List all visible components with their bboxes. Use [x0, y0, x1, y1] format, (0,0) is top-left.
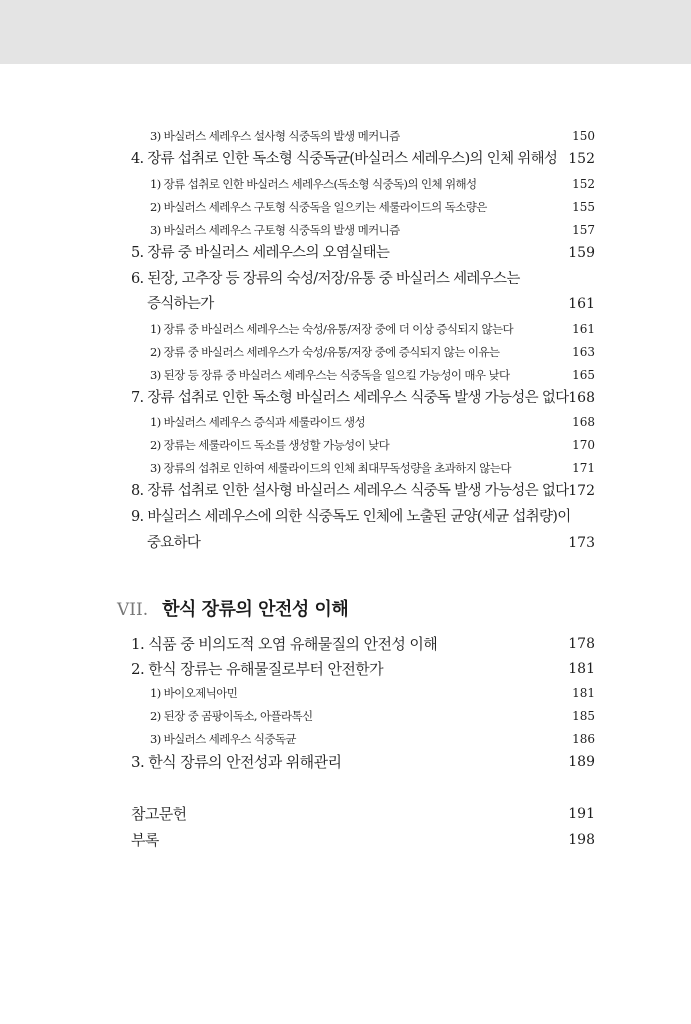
top-header-bar	[0, 0, 691, 64]
toc-entry-appendix[interactable]	[0, 828, 691, 852]
toc-entry-title: 증식하는가	[147, 296, 214, 312]
toc-entry-title: 4. 장류 섭취로 인한 독소형 식중독균(바실러스 세레우스)의 인체 위해성	[131, 151, 558, 167]
toc-entry-page: 155	[572, 200, 595, 214]
toc-entry-page: 150	[572, 129, 595, 143]
toc-entry-references[interactable]	[0, 802, 691, 826]
toc-entry-page: 168	[568, 390, 595, 406]
toc-entry-page: 170	[572, 438, 595, 452]
toc-entry-page: 152	[568, 151, 595, 167]
toc-entry-page: 181	[572, 686, 595, 700]
toc-entry-page: 178	[568, 636, 595, 652]
toc-entry-page: 173	[568, 535, 595, 551]
toc-entry-title: 3. 한식 장류의 안전성과 위해관리	[131, 753, 342, 771]
toc-entry-title: 중요하다	[147, 535, 201, 551]
toc-entry[interactable]	[0, 317, 691, 341]
toc-entry[interactable]	[0, 657, 691, 681]
toc-entry[interactable]	[0, 241, 691, 265]
toc-entry[interactable]	[0, 456, 691, 480]
toc-entry-title: 1) 장류 섭취로 인한 바실러스 세레우스(독소형 식중독)의 인체 위해성	[150, 177, 477, 191]
toc-entry-title: 부록	[131, 831, 159, 849]
toc-entry-page: 185	[572, 709, 595, 723]
toc-entry-title: 8. 장류 섭취로 인한 설사형 바실러스 세레우스 식중독 발생 가능성은 없다	[131, 483, 569, 499]
toc-entry[interactable]	[0, 124, 691, 148]
toc-entry[interactable]	[0, 681, 691, 705]
toc-entry-title: 2. 한식 장류는 유해물질로부터 안전한가	[131, 660, 384, 678]
section-number: VII.	[117, 600, 149, 620]
toc-entry-title: 참고문헌	[131, 805, 187, 823]
toc-entry[interactable]	[0, 267, 691, 291]
toc-entry-title: 2) 된장 중 곰팡이독소, 아플라톡신	[150, 709, 313, 723]
toc-entry-title: 9. 바실러스 세레우스에 의한 식중독도 인체에 노출된 균양(세균 섭취량)이	[131, 509, 571, 525]
toc-entry-title: 1) 바실러스 세레우스 증식과 세룰라이드 생성	[150, 415, 366, 429]
toc-entry-title: 1) 바이오제닉아민	[150, 686, 238, 700]
toc-entry-page: 152	[572, 177, 595, 191]
toc-entry-page: 161	[568, 296, 595, 312]
toc-entry-title: 2) 바실러스 세레우스 구토형 식중독을 일으키는 세룰라이드의 독소량은	[150, 200, 487, 214]
toc-entry-title: 3) 바실러스 세레우스 설사형 식중독의 발생 메커니즘	[150, 129, 400, 143]
toc-entry-title: 3) 바실러스 세레우스 식중독균	[150, 732, 296, 746]
section-heading	[117, 597, 348, 623]
toc-entry[interactable]	[0, 727, 691, 751]
toc-entry-title: 7. 장류 섭취로 인한 독소형 바실러스 세레우스 식중독 발생 가능성은 없다	[131, 390, 569, 406]
toc-entry[interactable]	[0, 479, 691, 503]
toc-entry-page: 168	[572, 415, 595, 429]
toc-entry-page: 161	[572, 322, 595, 336]
toc-entry[interactable]	[0, 292, 691, 316]
toc-entry-title: 6. 된장, 고추장 등 장류의 숙성/저장/유통 중 바실러스 세레우스는	[131, 271, 520, 287]
toc-entry[interactable]	[0, 410, 691, 434]
toc-entry-title: 3) 바실러스 세레우스 구토형 식중독의 발생 메커니즘	[150, 223, 400, 237]
toc-entry[interactable]	[0, 340, 691, 364]
toc-entry-page: 165	[572, 368, 595, 382]
toc-entry-page: 172	[568, 483, 595, 499]
toc-entry[interactable]	[0, 632, 691, 656]
toc-entry[interactable]	[0, 505, 691, 529]
toc-entry-title: 3) 장류의 섭취로 인하여 세룰라이드의 인체 최대무독성량을 초과하지 않는다	[150, 461, 511, 475]
toc-entry[interactable]	[0, 531, 691, 555]
toc-entry-title: 5. 장류 중 바실러스 세레우스의 오염실태는	[131, 245, 390, 261]
toc-entry-title: 2) 장류는 세룰라이드 독소를 생성할 가능성이 낮다	[150, 438, 390, 452]
toc-entry[interactable]	[0, 147, 691, 171]
toc-entry-title: 1. 식품 중 비의도적 오염 유해물질의 안전성 이해	[131, 635, 438, 653]
toc-entry[interactable]	[0, 750, 691, 774]
toc-entry-page: 198	[568, 832, 595, 848]
toc-entry[interactable]	[0, 195, 691, 219]
toc-entry[interactable]	[0, 218, 691, 242]
toc-entry-page: 157	[572, 223, 595, 237]
toc-entry-page: 186	[572, 732, 595, 746]
toc-entry[interactable]	[0, 704, 691, 728]
toc-entry[interactable]	[0, 172, 691, 196]
toc-entry-page: 163	[572, 345, 595, 359]
toc-entry-page: 189	[568, 754, 595, 770]
toc-entry-title: 3) 된장 등 장류 중 바실러스 세레우스는 식중독을 일으킬 가능성이 매우 낮다	[150, 368, 510, 382]
toc-entry[interactable]	[0, 386, 691, 410]
toc-entry-page: 181	[568, 661, 595, 677]
toc-entry[interactable]	[0, 363, 691, 387]
toc-entry-title: 2) 장류 중 바실러스 세레우스가 숙성/유통/저장 중에 증식되지 않는 이유는	[150, 345, 500, 359]
toc-entry[interactable]	[0, 433, 691, 457]
section-title: 한식 장류의 안전성 이해	[162, 599, 349, 620]
toc-entry-title: 1) 장류 중 바실러스 세레우스는 숙성/유통/저장 중에 더 이상 증식되지 않는다	[150, 322, 513, 336]
toc-entry-page: 171	[572, 461, 595, 475]
toc-entry-page: 191	[568, 806, 595, 822]
toc-entry-page: 159	[568, 245, 595, 261]
